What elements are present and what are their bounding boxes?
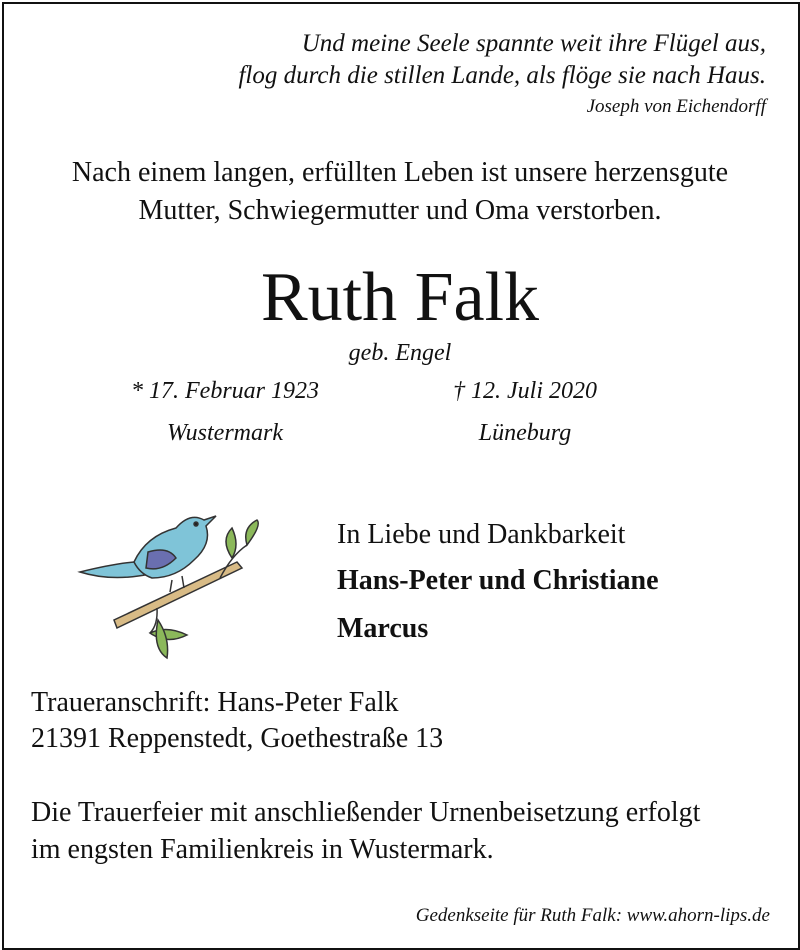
ceremony-line-2: im engsten Familienkreis in Wustermark. <box>31 834 494 865</box>
bird-on-branch-icon <box>72 500 267 665</box>
quote-line-1: Und meine Seele spannte weit ihre Flügel aus, <box>301 30 766 57</box>
birth-place: Wustermark <box>167 420 283 446</box>
quote-author: Joseph von Eichendorff <box>586 96 766 117</box>
address-line-1: Traueranschrift: Hans-Peter Falk <box>31 687 399 718</box>
ceremony-line-1: Die Trauerfeier mit anschließender Urnenbeisetzung erfolgt <box>31 797 701 828</box>
death-date: † 12. Juli 2020 <box>453 378 597 404</box>
maiden-name: geb. Engel <box>348 340 452 366</box>
mourners-line-2: Marcus <box>337 613 429 644</box>
deceased-name: Ruth Falk <box>260 259 540 336</box>
intro-line-1: Nach einem langen, erfüllten Leben ist unsere herzensgute <box>71 157 729 188</box>
memorial-page-link[interactable]: Gedenkseite für Ruth Falk: www.ahorn-lips.de <box>415 905 770 926</box>
birth-date: * 17. Februar 1923 <box>131 378 319 404</box>
quote-line-2: flog durch die stillen Lande, als flöge sie nach Haus. <box>238 62 766 89</box>
death-place: Lüneburg <box>478 420 572 446</box>
intro-line-2: Mutter, Schwiegermutter und Oma verstorben. <box>138 195 662 226</box>
mourners-intro: In Liebe und Dankbarkeit <box>337 519 626 550</box>
address-line-2: 21391 Reppenstedt, Goethestraße 13 <box>31 723 444 754</box>
mourners-line-1: Hans-Peter und Christiane <box>337 565 659 596</box>
